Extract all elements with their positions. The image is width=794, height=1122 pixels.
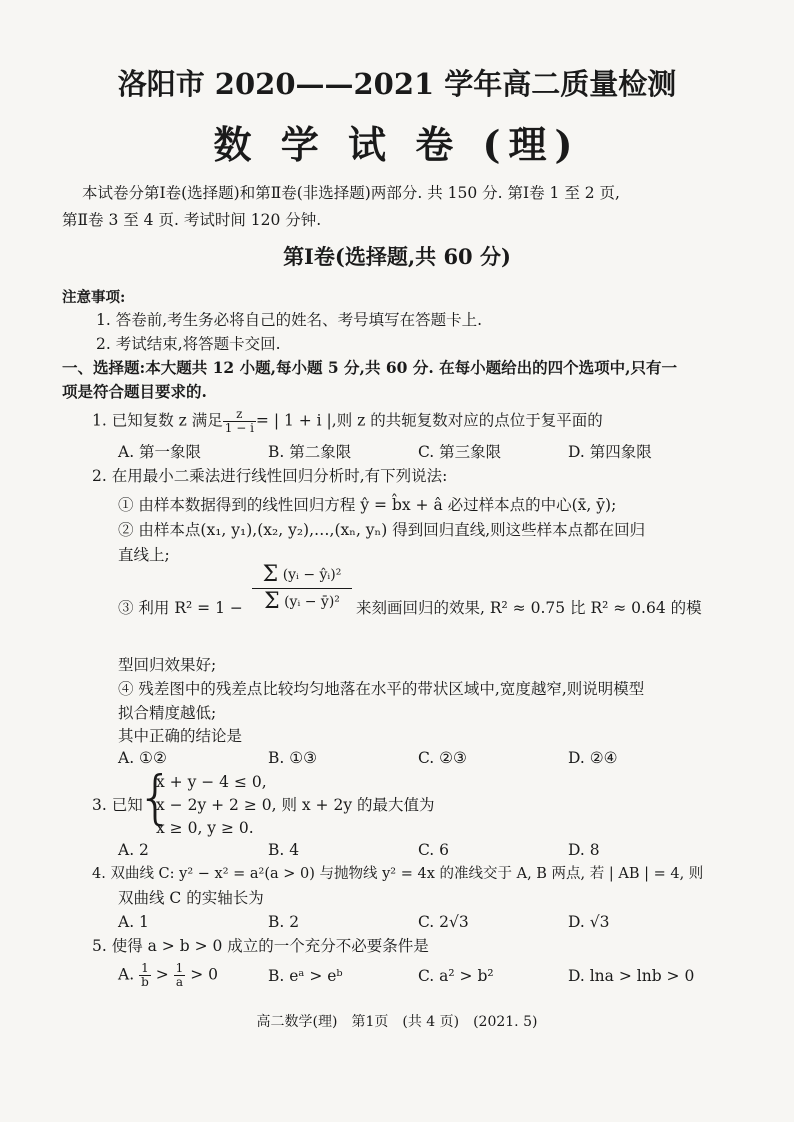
q2-statement-4a: ④ 残差图中的残差点比较均匀地落在水平的带状区域中,宽度越窄,则说明模型 <box>118 680 645 698</box>
question-2-stem: 2. 在用最小二乘法进行线性回归分析时,有下列说法: <box>92 467 448 485</box>
q3-option-c: C. 6 <box>418 841 450 859</box>
sigma-symbol-top: Σ <box>262 562 279 587</box>
q1-option-d: D. 第四象限 <box>568 443 652 461</box>
notes-item-2: 2. 考试结束,将答题卡交回. <box>96 335 281 353</box>
q5-option-b: B. eᵃ > eᵇ <box>268 967 343 985</box>
sigma-symbol-bottom: Σ <box>264 589 280 614</box>
q2-statement-3-prefix: ③ 利用 R² = 1 − <box>118 599 243 617</box>
q3-option-d: D. 8 <box>568 841 600 859</box>
page-footer: 高二数学(理) 第1页 (共 4 页) (2021. 5) <box>256 1014 538 1030</box>
q1-stem-b: = | 1 + i |,则 z 的共轭复数对应的点位于复平面的 <box>255 411 603 430</box>
q5-frac-1-num: 1 <box>139 962 151 976</box>
q2-ask: 其中正确的结论是 <box>118 727 243 745</box>
q2-statement-1: ① 由样本数据得到的线性回归方程 ŷ = b̂x + â 必过样本点的中心(x̄, ȳ); <box>118 496 617 514</box>
part-one-line-2: 项是符合题目要求的. <box>62 382 207 401</box>
q5-frac-1-den: b <box>141 975 149 989</box>
q5-frac-2 <box>174 962 186 989</box>
q5-stem: 5. 使得 a > b > 0 成立的一个充分不必要条件是 <box>92 937 429 955</box>
q2-frac-denominator <box>252 589 352 614</box>
q5-frac-2-num: 1 <box>175 961 184 975</box>
q5-frac-1 <box>139 962 151 989</box>
q2-option-a: A. ①② <box>118 749 167 767</box>
q4-line-2: 双曲线 C 的实轴长为 <box>118 889 264 907</box>
q2-option-d: D. ②④ <box>568 749 618 767</box>
q4-option-d: D. √3 <box>568 913 610 931</box>
q2-s3-num: (yᵢ − ŷᵢ)² <box>282 567 342 583</box>
section-title: 第Ⅰ卷(选择题,共 60 分) <box>283 244 511 269</box>
q5-frac-2-den: a <box>175 975 184 989</box>
q1-option-b: B. 第二象限 <box>268 443 352 461</box>
system-brace: { <box>137 763 174 831</box>
q2-statement-2b: 直线上; <box>118 546 170 564</box>
intro-line-2: 第Ⅱ卷 3 至 4 页. 考试时间 120 分钟. <box>62 211 322 229</box>
q2-statement-2a: ② 由样本点(x₁, y₁),(x₂, y₂),…,(xₙ, yₙ) 得到回归直线,则这些样本点都在回归 <box>118 521 646 539</box>
q3-constraint-3: x ≥ 0, y ≥ 0. <box>156 819 254 837</box>
q1-frac-den: 1 − i <box>224 421 254 435</box>
q5-opt-a-end: > 0 <box>190 965 218 984</box>
q5-option-a <box>118 962 218 989</box>
q4-option-a: A. 1 <box>118 913 149 931</box>
q5-opt-a-mid: > <box>155 965 169 984</box>
q1-fraction <box>223 408 256 435</box>
q3-option-b: B. 4 <box>268 841 300 859</box>
q4-option-b: B. 2 <box>268 913 300 931</box>
q2-r-squared-fraction <box>252 562 352 614</box>
q1-frac-num: z <box>223 408 256 422</box>
q2-statement-3-tail: 型回归效果好; <box>118 656 217 674</box>
q2-s3-den: (yᵢ − ȳ)² <box>284 594 340 610</box>
intro-line-1: 本试卷分第Ⅰ卷(选择题)和第Ⅱ卷(非选择题)两部分. 共 150 分. 第Ⅰ卷 1 至 2 页, <box>82 184 620 202</box>
q3-prefix: 3. 已知 <box>92 796 143 814</box>
exam-header-title: 洛阳市 2020——2021 学年高二质量检测 <box>117 67 677 101</box>
q1-stem-a: 1. 已知复数 z 满足 <box>92 411 223 430</box>
q3-constraint-1: x + y − 4 ≤ 0, <box>156 773 267 791</box>
part-one-line-1: 一、选择题:本大题共 12 小题,每小题 5 分,共 60 分. 在每小题给出的四个选项中,只有一 <box>62 358 678 377</box>
q4-line-1: 4. 双曲线 C: y² − x² = a²(a > 0) 与抛物线 y² = 4x 的准线交于 A, B 两点, 若 | AB | = 4, 则 <box>92 866 704 882</box>
q2-option-b: B. ①③ <box>268 749 318 767</box>
q5-opt-a-label: A. <box>118 965 135 984</box>
q5-option-c: C. a² > b² <box>418 967 494 985</box>
q1-option-c: C. 第三象限 <box>418 443 502 461</box>
q2-statement-4b: 拟合精度越低; <box>118 704 217 722</box>
q5-option-d: D. lna > lnb > 0 <box>568 967 695 985</box>
q2-option-c: C. ②③ <box>418 749 467 767</box>
q3-constraint-2: x − 2y + 2 ≥ 0, 则 x + 2y 的最大值为 <box>156 796 435 814</box>
q4-option-c: C. 2√3 <box>418 913 469 931</box>
q2-statement-3-suffix: 来刻画回归的效果, R² ≈ 0.75 比 R² ≈ 0.64 的模 <box>356 599 702 617</box>
question-1-stem <box>92 408 603 435</box>
q1-option-a: A. 第一象限 <box>118 443 202 461</box>
exam-subject-title: 数 学 试 卷 (理) <box>213 122 581 167</box>
notes-heading: 注意事项: <box>62 289 126 306</box>
q3-option-a: A. 2 <box>118 841 149 859</box>
q2-frac-numerator <box>252 562 352 587</box>
notes-item-1: 1. 答卷前,考生务必将自己的姓名、考号填写在答题卡上. <box>96 311 483 329</box>
